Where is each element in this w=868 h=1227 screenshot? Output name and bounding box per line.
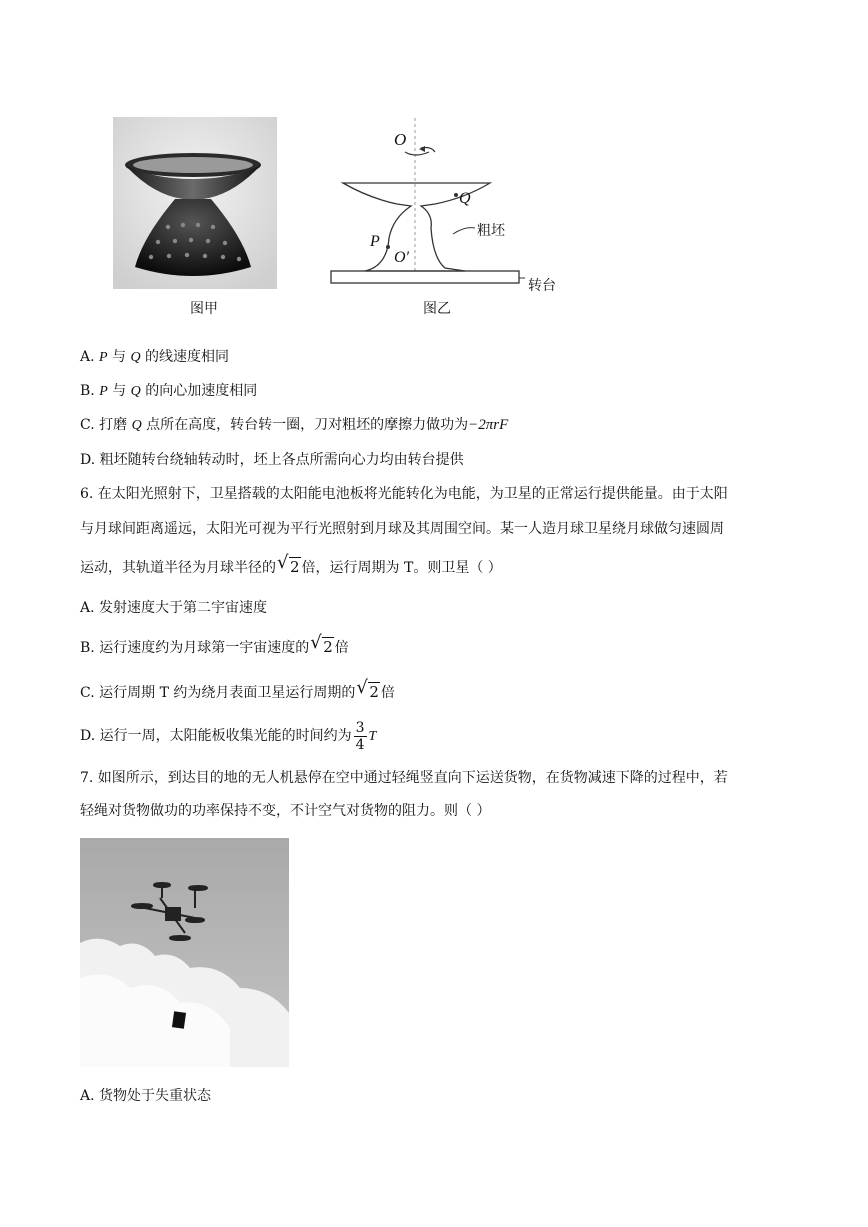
q7-stem-line2: 轻绳对货物做功的功率保持不变，不计空气对货物的阻力。则（ ） — [80, 803, 491, 819]
label-O-prime: O′ — [394, 249, 410, 266]
label-turntable: 转台 — [528, 278, 556, 294]
figure-yi-diagram — [325, 118, 570, 298]
q6-option-d: D. 运行一周，太阳能板收集光能的时间约为 $\frac{3}{4}$ T — [80, 719, 377, 753]
figure-jia-caption: 图甲 — [190, 301, 218, 317]
label-O-top: O — [394, 130, 407, 149]
q5-option-b: B. P 与 Q 的向心加速度相同 — [80, 383, 258, 399]
label-Q: Q — [459, 190, 471, 207]
label-P: P — [370, 233, 380, 250]
q6-option-a: A. 发射速度大于第二宇宙速度 — [80, 600, 268, 616]
fraction-3-4: $\frac{3}{4}$ — [355, 719, 365, 753]
figure-yi-caption: 图乙 — [423, 301, 451, 317]
q5-option-a: A. P 与 Q 的线速度相同 — [80, 349, 230, 365]
drone-photo — [80, 838, 289, 1067]
q7-option-a: A. 货物处于失重状态 — [80, 1088, 212, 1104]
sqrt-2: √ 2 — [277, 552, 300, 576]
q6-option-b: B. 运行速度约为月球第一宇宙速度的 √ 2 倍 — [80, 632, 349, 656]
sqrt-2: √ 2 — [310, 632, 333, 656]
q5-option-d: D. 粗坯随转台绕轴转动时，坯上各点所需向心力均由转台提供 — [80, 452, 464, 468]
q6-stem-line2: 与月球间距离遥远，太阳光可视为平行光照射到月球及其周围空间。某一人造月球卫星绕月球做匀速圆周 — [80, 521, 724, 537]
figure-jia-photo — [113, 117, 277, 289]
label-blank: 粗坯 — [477, 223, 505, 239]
sqrt-2: √ 2 — [356, 677, 379, 701]
q6-stem-line3: 运动，其轨道半径为月球半径的 √ 2 倍，运行周期为 T。则卫星（ ） — [80, 552, 502, 576]
q5-option-c: C. 打磨 Q 点所在高度，转台转一圈，刀对粗坯的摩擦力做功为−2πrF — [80, 417, 509, 433]
q6-stem-line1: 6. 在太阳光照射下，卫星搭载的太阳能电池板将光能转化为电能，为卫星的正常运行提供能量。由于太阳 — [80, 486, 728, 502]
q6-option-c: C. 运行周期 T 约为绕月表面卫星运行周期的 √ 2 倍 — [80, 677, 395, 701]
q7-stem-line1: 7. 如图所示，到达目的地的无人机悬停在空中通过轻绳竖直向下运送货物，在货物减速下降的过程中，若 — [80, 770, 728, 786]
